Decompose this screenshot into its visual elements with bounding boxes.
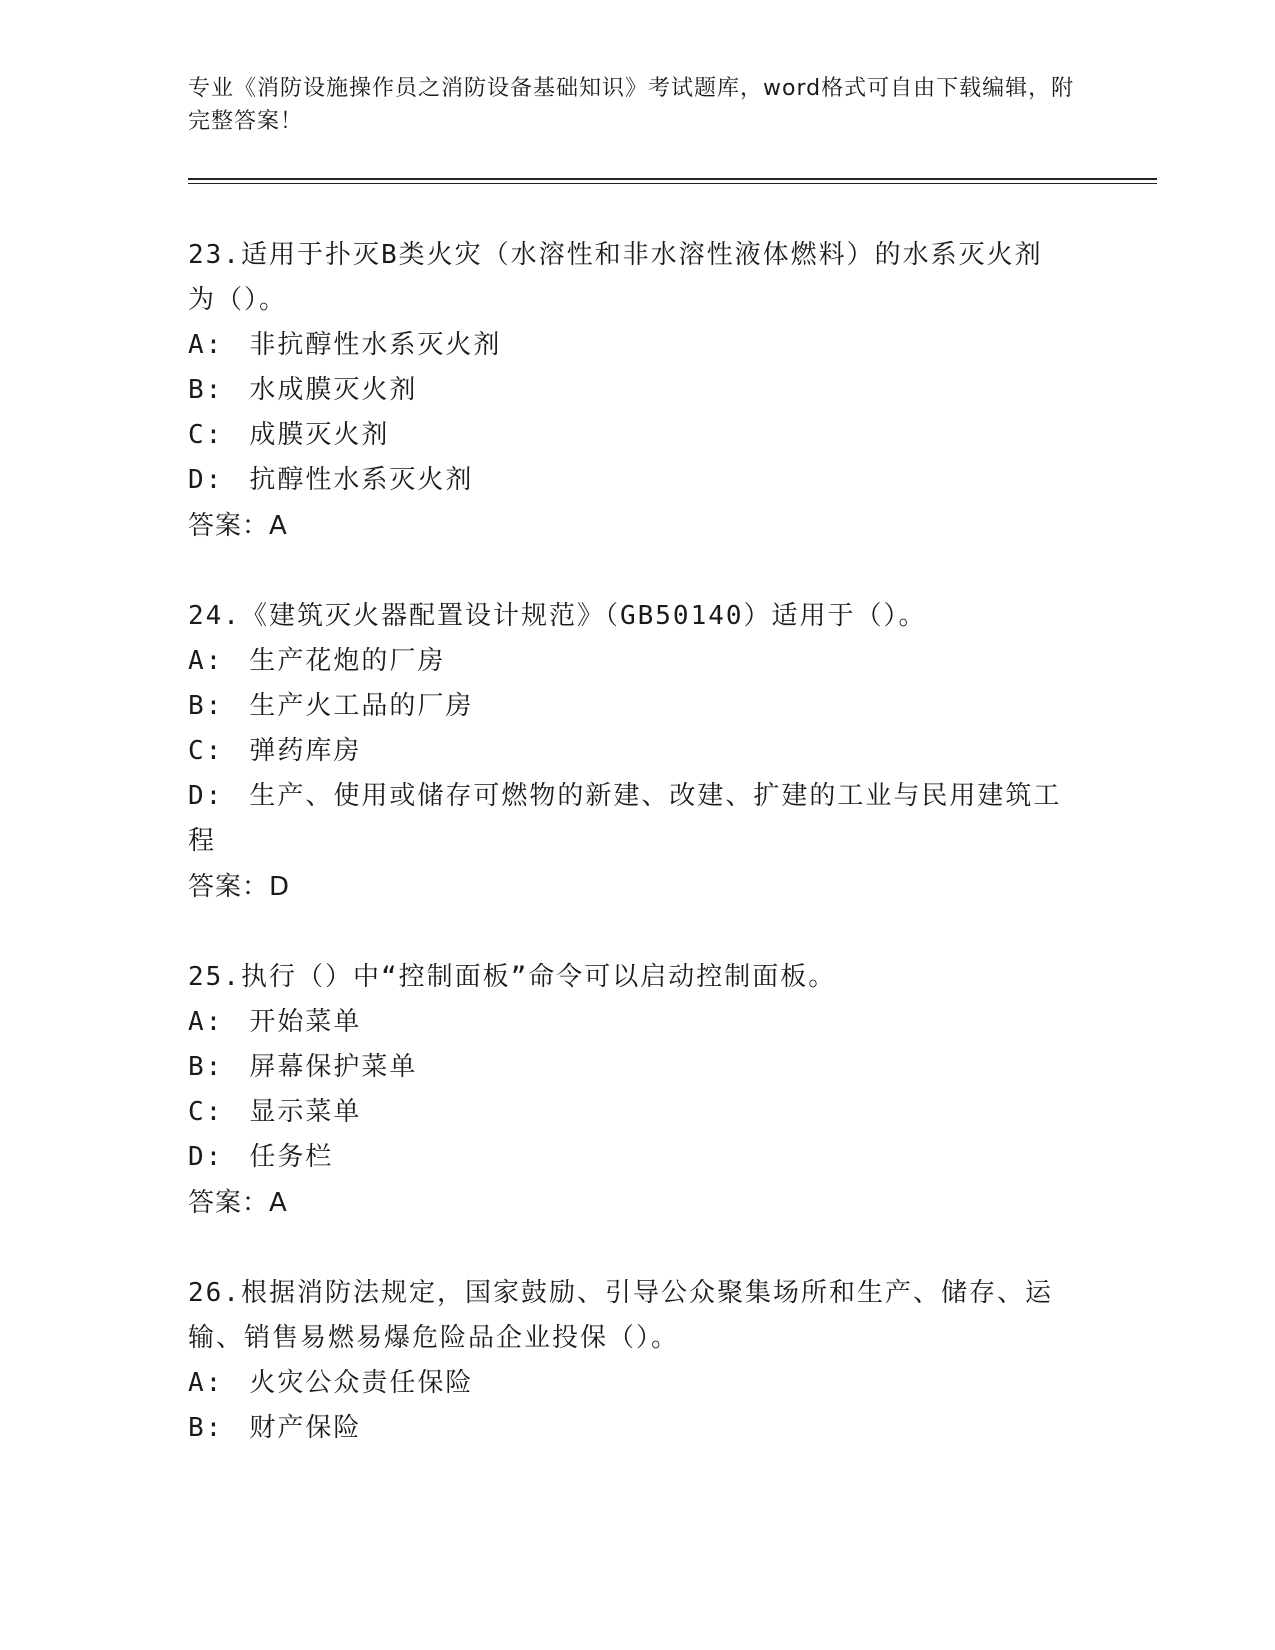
option-c <box>188 729 1068 774</box>
option-text: 抗醇性水系灭火剂 <box>249 465 474 495</box>
option-text: 开始菜单 <box>249 1007 362 1037</box>
option-key: A: <box>188 330 224 360</box>
option-text: 生产、使用或储存可燃物的新建、改建、扩建的工业与民用建筑工程 <box>188 781 1062 856</box>
option-key: C: <box>188 736 224 766</box>
question-list <box>188 233 1068 1495</box>
option-c <box>188 413 1068 458</box>
answer-line: 答案：D <box>188 872 291 902</box>
option-key: C: <box>188 1097 224 1127</box>
option-a <box>188 323 1068 368</box>
question-stem: 24.《建筑灭火器配置设计规范》（GB50140）适用于（）。 <box>188 601 927 631</box>
option-text: 显示菜单 <box>249 1097 362 1127</box>
option-b <box>188 1406 1068 1451</box>
option-text: 火灾公众责任保险 <box>249 1368 474 1398</box>
option-b <box>188 1045 1068 1090</box>
option-text: 成膜灭火剂 <box>249 420 390 450</box>
option-text: 任务栏 <box>249 1142 334 1172</box>
option-key: D: <box>188 781 224 811</box>
header-rule <box>188 178 1157 180</box>
option-text: 屏幕保护菜单 <box>249 1052 418 1082</box>
question-24 <box>188 594 1068 911</box>
answer-line: 答案：A <box>188 1188 288 1218</box>
option-key: A: <box>188 1368 224 1398</box>
option-a <box>188 639 1068 684</box>
option-a <box>188 1361 1068 1406</box>
option-key: B: <box>188 1052 224 1082</box>
option-key: B: <box>188 1413 224 1443</box>
question-25 <box>188 955 1068 1227</box>
question-stem: 23.适用于扑灭B类火灾（水溶性和非水溶性液体燃料）的水系灭火剂为（）。 <box>188 240 1043 315</box>
option-c <box>188 1090 1068 1135</box>
option-text: 生产火工品的厂房 <box>249 691 474 721</box>
option-a <box>188 1000 1068 1045</box>
question-23 <box>188 233 1068 550</box>
option-key: D: <box>188 465 224 495</box>
option-text: 水成膜灭火剂 <box>249 375 418 405</box>
option-text: 弹药库房 <box>249 736 362 766</box>
option-text: 生产花炮的厂房 <box>249 646 446 676</box>
option-key: B: <box>188 375 224 405</box>
question-stem: 25.执行（）中“控制面板”命令可以启动控制面板。 <box>188 962 837 992</box>
header-rule-thin <box>188 183 1157 184</box>
option-d <box>188 1135 1068 1180</box>
option-b <box>188 684 1068 729</box>
option-d <box>188 458 1068 503</box>
option-key: A: <box>188 646 224 676</box>
option-text: 财产保险 <box>249 1413 362 1443</box>
option-text: 非抗醇性水系灭火剂 <box>249 330 502 360</box>
option-b <box>188 368 1068 413</box>
option-key: C: <box>188 420 224 450</box>
question-26 <box>188 1271 1068 1451</box>
option-key: D: <box>188 1142 224 1172</box>
document-header: 专业《消防设施操作员之消防设备基础知识》考试题库，word格式可自由下载编辑，附完整答案！ <box>188 76 1075 134</box>
question-stem: 26.根据消防法规定，国家鼓励、引导公众聚集场所和生产、储存、运输、销售易燃易爆危险品企业投保（）。 <box>188 1278 1053 1353</box>
option-key: A: <box>188 1007 224 1037</box>
option-key: B: <box>188 691 224 721</box>
option-d <box>188 774 1068 864</box>
answer-line: 答案：A <box>188 511 288 541</box>
